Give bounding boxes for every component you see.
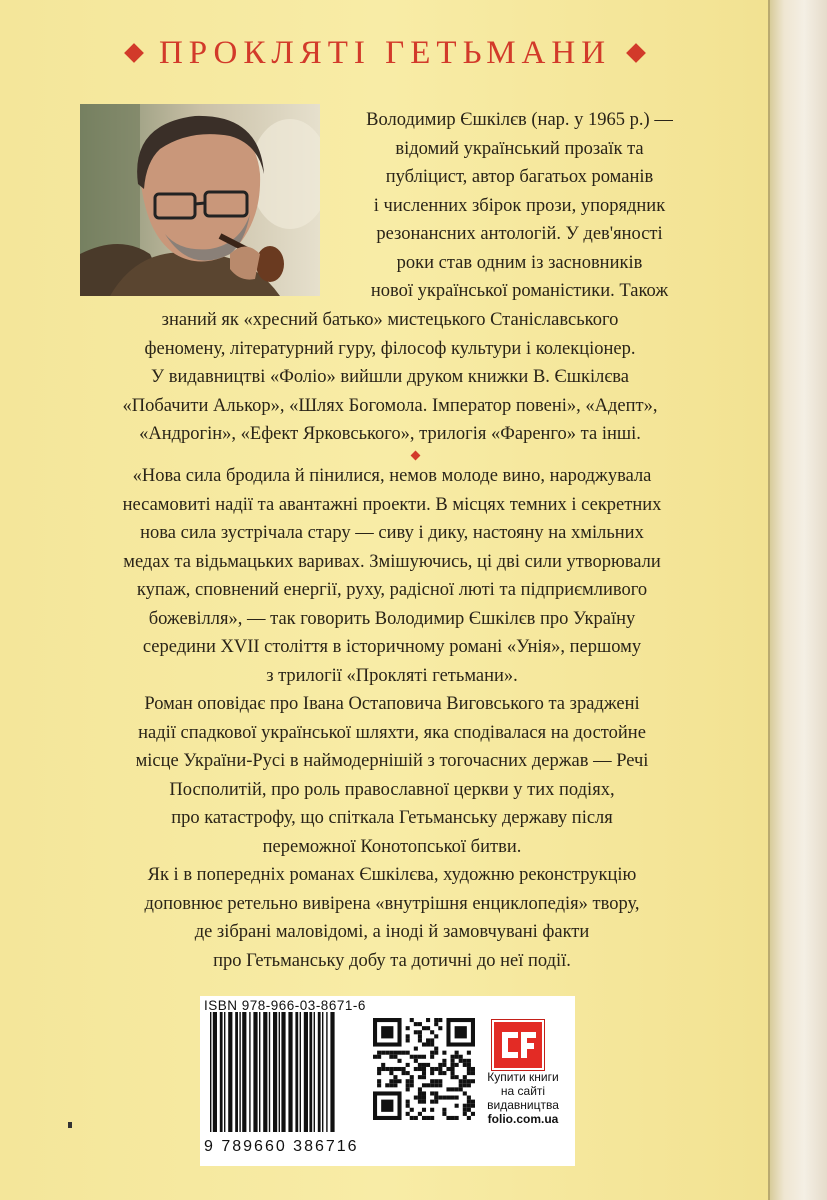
qr-module — [377, 1083, 381, 1087]
barcode-bar — [249, 1012, 250, 1132]
qr-module — [446, 1067, 450, 1071]
qr-module — [446, 1087, 450, 1091]
qr-module — [414, 1055, 418, 1059]
qr-module — [434, 1022, 438, 1026]
qr-module — [381, 1063, 385, 1067]
qr-module — [381, 1067, 385, 1071]
qr-module — [402, 1067, 406, 1071]
barcode-bar — [304, 1012, 308, 1132]
barcode-bar — [309, 1012, 312, 1132]
qr-module — [463, 1079, 467, 1083]
qr-module — [471, 1071, 475, 1075]
isbn-label: ISBN 978-966-03-8671-6 — [204, 998, 366, 1013]
qr-module — [463, 1108, 467, 1112]
qr-module — [434, 1079, 438, 1083]
portrait-illustration — [80, 104, 320, 296]
qr-module — [471, 1100, 475, 1104]
qr-module — [451, 1067, 455, 1071]
qr-module — [426, 1083, 430, 1087]
qr-module — [377, 1067, 381, 1071]
bio-line: і численних збірок прози, упорядник — [373, 195, 666, 216]
qr-module — [410, 1116, 414, 1120]
qr-module — [426, 1018, 430, 1022]
annotation-line: медах та відьмацьких варивах. Змішуючись, ці дві сили утворювали — [123, 551, 661, 572]
qr-module — [442, 1096, 446, 1100]
print-mark — [68, 1122, 72, 1128]
bio-line: резонансних антологій. У дев'яності — [376, 224, 663, 244]
qr-module — [438, 1083, 442, 1087]
qr-module — [406, 1112, 410, 1116]
qr-module — [467, 1108, 471, 1112]
qr-module — [385, 1051, 389, 1055]
annotation-line: Як і в попередніх романах Єшкілєва, художню реконструкцію — [147, 865, 637, 885]
qr-module — [393, 1083, 397, 1087]
qr-module — [422, 1096, 426, 1100]
qr-module — [463, 1091, 467, 1095]
qr-module — [422, 1042, 426, 1046]
qr-module — [467, 1100, 471, 1104]
qr-module — [451, 1063, 455, 1067]
qr-module — [385, 1083, 389, 1087]
annotation-line: переможної Конотопської битви. — [262, 836, 522, 857]
qr-module — [377, 1051, 381, 1055]
qr-module — [393, 1051, 397, 1055]
qr-module — [463, 1083, 467, 1087]
qr-module — [426, 1116, 430, 1120]
qr-module — [430, 1030, 434, 1034]
qr-module — [406, 1079, 410, 1083]
barcode-bar — [295, 1012, 298, 1132]
qr-module — [438, 1096, 442, 1100]
qr-module — [434, 1034, 438, 1038]
qr-module — [455, 1087, 459, 1091]
qr-module — [410, 1083, 414, 1087]
qr-module — [438, 1071, 442, 1075]
author-bio-bottom — [60, 306, 720, 449]
barcode-bar — [259, 1012, 260, 1132]
qr-module — [414, 1116, 418, 1120]
qr-module — [406, 1063, 410, 1067]
qr-module — [426, 1042, 430, 1046]
qr-module — [467, 1063, 471, 1067]
qr-module — [430, 1071, 434, 1075]
publisher-logo[interactable] — [492, 1020, 544, 1070]
qr-module — [422, 1100, 426, 1104]
book-spine — [770, 0, 827, 1200]
qr-module — [467, 1116, 471, 1120]
qr-module — [455, 1116, 459, 1120]
qr-module — [414, 1096, 418, 1100]
annotation-paragraph — [58, 462, 726, 690]
qr-module — [377, 1071, 381, 1075]
qr-module — [467, 1059, 471, 1063]
qr-module — [442, 1071, 446, 1075]
barcode-bar — [224, 1012, 225, 1132]
qr-module — [422, 1067, 426, 1071]
bio-line: знаний як «хресний батько» мистецького Станіславського — [161, 310, 619, 330]
qr-finder — [381, 1100, 393, 1112]
qr-module — [442, 1112, 446, 1116]
annotation-line: несамовиті надії та авантажні проекти. В місцях темних і секретних — [122, 494, 662, 515]
bio-line: феномену, літературний гуру, філософ культури і колекціонер. — [144, 338, 636, 359]
qr-module — [451, 1055, 455, 1059]
qr-module — [406, 1071, 410, 1075]
barcode-bar — [314, 1012, 315, 1132]
qr-module — [377, 1055, 381, 1059]
qr-finder — [381, 1026, 393, 1038]
qr-module — [410, 1108, 414, 1112]
barcode-bar — [220, 1012, 223, 1132]
qr-module — [455, 1096, 459, 1100]
qr-module — [406, 1038, 410, 1042]
barcode-bar — [263, 1012, 267, 1132]
bio-line: Володимир Єшкілєв (нар. у 1965 р.) — — [366, 110, 673, 130]
diamond-icon — [626, 43, 646, 63]
series-title: ПРОКЛЯТІ ГЕТЬМАНИ — [158, 34, 612, 71]
qr-module — [430, 1067, 434, 1071]
barcode-bar — [322, 1012, 323, 1132]
qr-module — [434, 1091, 438, 1095]
barcode-bar — [318, 1012, 321, 1132]
qr-module — [410, 1075, 414, 1079]
qr-module — [397, 1051, 401, 1055]
bio-line: нової української романістики. Також — [370, 281, 669, 301]
annotation-line: Роман оповідає про Івана Остаповича Виговського та зраджені — [144, 694, 640, 714]
barcode-bar — [213, 1012, 217, 1132]
qr-module — [414, 1047, 418, 1051]
qr-module — [430, 1100, 434, 1104]
qr-module — [451, 1071, 455, 1075]
qr-module — [430, 1079, 434, 1083]
qr-module — [422, 1063, 426, 1067]
qr-module — [426, 1038, 430, 1042]
barcode-bar — [228, 1012, 232, 1132]
ean-number: 9 789660 386716 — [204, 1138, 359, 1155]
qr-module — [393, 1079, 397, 1083]
annotation-line: середини XVII століття в історичному романі «Унія», першому — [142, 637, 642, 657]
barcode-bar — [253, 1012, 257, 1132]
barcode-bar — [269, 1012, 270, 1132]
barcode-bar — [210, 1012, 211, 1132]
annotation-line: де зібрані маловідомі, а іноді й замовчувані факти — [194, 922, 590, 942]
diamond-icon — [124, 43, 144, 63]
qr-module — [422, 1083, 426, 1087]
qr-module — [397, 1067, 401, 1071]
bio-line: У видавництві «Фоліо» вийшли друком книжки В. Єшкілєва — [151, 367, 629, 387]
qr-module — [406, 1051, 410, 1055]
qr-module — [430, 1055, 434, 1059]
qr-module — [373, 1055, 377, 1059]
qr-module — [418, 1022, 422, 1026]
qr-module — [418, 1055, 422, 1059]
annotation-line: доповнює ретельно вивірена «внутрішня енциклопедія» твору, — [144, 893, 640, 914]
qr-module — [451, 1075, 455, 1079]
qr-module — [397, 1059, 401, 1063]
qr-module — [463, 1112, 467, 1116]
qr-module — [467, 1079, 471, 1083]
qr-module — [414, 1059, 418, 1063]
qr-module — [389, 1051, 393, 1055]
annotation-line: з трилогії «Прокляті гетьмани». — [266, 665, 518, 686]
qr-module — [406, 1087, 410, 1091]
qr-module — [467, 1067, 471, 1071]
qr-module — [430, 1051, 434, 1055]
qr-module — [463, 1075, 467, 1079]
qr-module — [397, 1079, 401, 1083]
qr-module — [377, 1079, 381, 1083]
qr-module — [434, 1051, 438, 1055]
annotation-paragraph — [58, 690, 726, 861]
buy-line: видавництва — [487, 1098, 559, 1112]
qr-module — [406, 1083, 410, 1087]
qr-module — [434, 1067, 438, 1071]
barcode-bar — [288, 1012, 292, 1132]
qr-module — [402, 1071, 406, 1075]
barcode-bar — [330, 1012, 334, 1132]
qr-module — [418, 1034, 422, 1038]
qr-module — [451, 1059, 455, 1063]
qr-module — [442, 1059, 446, 1063]
qr-module — [459, 1055, 463, 1059]
qr-module — [418, 1063, 422, 1067]
qr-module — [467, 1096, 471, 1100]
qr-module — [430, 1083, 434, 1087]
barcode-bar — [279, 1012, 280, 1132]
qr-module — [471, 1067, 475, 1071]
qr-module — [418, 1075, 422, 1079]
qr-module — [422, 1091, 426, 1095]
qr-module — [426, 1063, 430, 1067]
qr-module — [418, 1087, 422, 1091]
buy-line: Купити книги — [487, 1070, 559, 1084]
qr-module — [459, 1087, 463, 1091]
annotation-line: про Гетьманську добу та дотичні до неї події. — [213, 950, 571, 971]
qr-module — [410, 1079, 414, 1083]
annotation-line: Посполитій, про роль православної церкви у тих подіях, — [169, 779, 615, 800]
qr-module — [438, 1026, 442, 1030]
qr-module — [434, 1047, 438, 1051]
qr-module — [455, 1075, 459, 1079]
barcode-bar — [273, 1012, 277, 1132]
annotation-line: надії спадкової української шляхти, яка сподівалася на достойне — [138, 722, 646, 743]
qr-module — [467, 1083, 471, 1087]
annotation-line: купаж, сповнений енергії, руху, радісної люті та підприємливого — [136, 580, 648, 600]
qr-module — [434, 1018, 438, 1022]
qr-module — [381, 1051, 385, 1055]
qr-module — [438, 1079, 442, 1083]
qr-module — [422, 1071, 426, 1075]
qr-module — [410, 1055, 414, 1059]
annotation-line: божевілля», — так говорить Володимир Єшкілєв про Україну — [148, 608, 636, 629]
qr-module — [393, 1075, 397, 1079]
barcode-graphic — [204, 1012, 374, 1144]
annotation-line: «Нова сила бродила й пінилися, немов молоде вино, народжувала — [132, 466, 652, 486]
qr-module — [455, 1063, 459, 1067]
author-photo — [80, 104, 320, 296]
qr-module — [430, 1038, 434, 1042]
qr-module — [463, 1059, 467, 1063]
qr-module — [406, 1034, 410, 1038]
qr-module — [430, 1108, 434, 1112]
qr-module — [422, 1055, 426, 1059]
qr-module — [422, 1026, 426, 1030]
qr-module — [446, 1096, 450, 1100]
qr-module — [438, 1063, 442, 1067]
qr-finder — [455, 1026, 467, 1038]
barcode-bar — [239, 1012, 240, 1132]
qr-module — [471, 1112, 475, 1116]
barcode-bar — [326, 1012, 327, 1132]
series-header — [40, 30, 730, 76]
qr-module — [414, 1022, 418, 1026]
qr-module — [393, 1067, 397, 1071]
qr-module — [471, 1104, 475, 1108]
bio-line: роки став одним із засновників — [396, 252, 643, 273]
qr-module — [455, 1104, 459, 1108]
qr-module — [459, 1083, 463, 1087]
qr-module — [418, 1091, 422, 1095]
qr-module — [459, 1079, 463, 1083]
qr-module — [446, 1116, 450, 1120]
qr-module — [406, 1100, 410, 1104]
buy-line: на сайті — [500, 1084, 546, 1098]
folio-logo-icon — [494, 1022, 542, 1068]
qr-module — [438, 1067, 442, 1071]
qr-module — [459, 1059, 463, 1063]
qr-module — [430, 1116, 434, 1120]
qr-module — [442, 1108, 446, 1112]
qr-module — [467, 1104, 471, 1108]
qr-module — [451, 1096, 455, 1100]
qr-module — [434, 1100, 438, 1104]
qr-code[interactable] — [373, 1018, 475, 1120]
qr-module — [442, 1063, 446, 1067]
barcode-bar — [281, 1012, 285, 1132]
annotation — [58, 462, 726, 975]
publisher-site-link[interactable]: folio.com.ua — [487, 1112, 559, 1126]
barcode-bar — [235, 1012, 238, 1132]
bio-line: «Побачити Алькор», «Шлях Богомола. Імператор повені», «Адепт», — [122, 395, 658, 416]
buy-books-caption — [478, 1070, 568, 1126]
qr-module — [422, 1116, 426, 1120]
qr-module — [455, 1055, 459, 1059]
qr-module — [410, 1018, 414, 1022]
annotation-line: місце України-Русі в наймодернішій з тогочасних держав — Речі — [135, 751, 649, 771]
qr-module — [467, 1051, 471, 1055]
qr-module — [402, 1051, 406, 1055]
author-bio-top — [322, 106, 717, 306]
qr-module — [418, 1067, 422, 1071]
qr-module — [393, 1055, 397, 1059]
bio-line: публіцист, автор багатьох романів — [385, 167, 654, 187]
annotation-line: про катастрофу, що спіткала Гетьманську державу після — [171, 808, 613, 828]
annotation-line: нова сила зустрічала стару — сиву і дику, настояну на хмільних — [140, 523, 644, 543]
qr-module — [471, 1079, 475, 1083]
annotation-paragraph — [58, 861, 726, 975]
qr-module — [389, 1079, 393, 1083]
bio-line: «Андрогін», «Ефект Ярковського», трилогія «Фаренго» та інші. — [139, 424, 641, 444]
qr-module — [389, 1083, 393, 1087]
qr-module — [430, 1091, 434, 1095]
qr-module — [463, 1104, 467, 1108]
qr-module — [414, 1030, 418, 1034]
qr-module — [451, 1087, 455, 1091]
barcode-bar — [242, 1012, 246, 1132]
qr-module — [418, 1030, 422, 1034]
qr-module — [389, 1067, 393, 1071]
qr-module — [467, 1071, 471, 1075]
qr-module — [418, 1100, 422, 1104]
qr-module — [442, 1051, 446, 1055]
qr-module — [414, 1067, 418, 1071]
qr-module — [406, 1026, 410, 1030]
qr-module — [438, 1018, 442, 1022]
qr-module — [451, 1116, 455, 1120]
qr-module — [389, 1071, 393, 1075]
qr-module — [463, 1063, 467, 1067]
qr-module — [406, 1104, 410, 1108]
qr-module — [385, 1067, 389, 1071]
qr-module — [430, 1042, 434, 1046]
qr-module — [434, 1083, 438, 1087]
bio-line: відомий український прозаїк та — [395, 138, 644, 159]
qr-module — [418, 1112, 422, 1116]
qr-module — [422, 1075, 426, 1079]
qr-module — [418, 1038, 422, 1042]
qr-module — [455, 1051, 459, 1055]
qr-module — [426, 1026, 430, 1030]
qr-module — [422, 1108, 426, 1112]
barcode-bar — [300, 1012, 301, 1132]
qr-module — [389, 1055, 393, 1059]
qr-module — [418, 1096, 422, 1100]
qr-module — [434, 1096, 438, 1100]
